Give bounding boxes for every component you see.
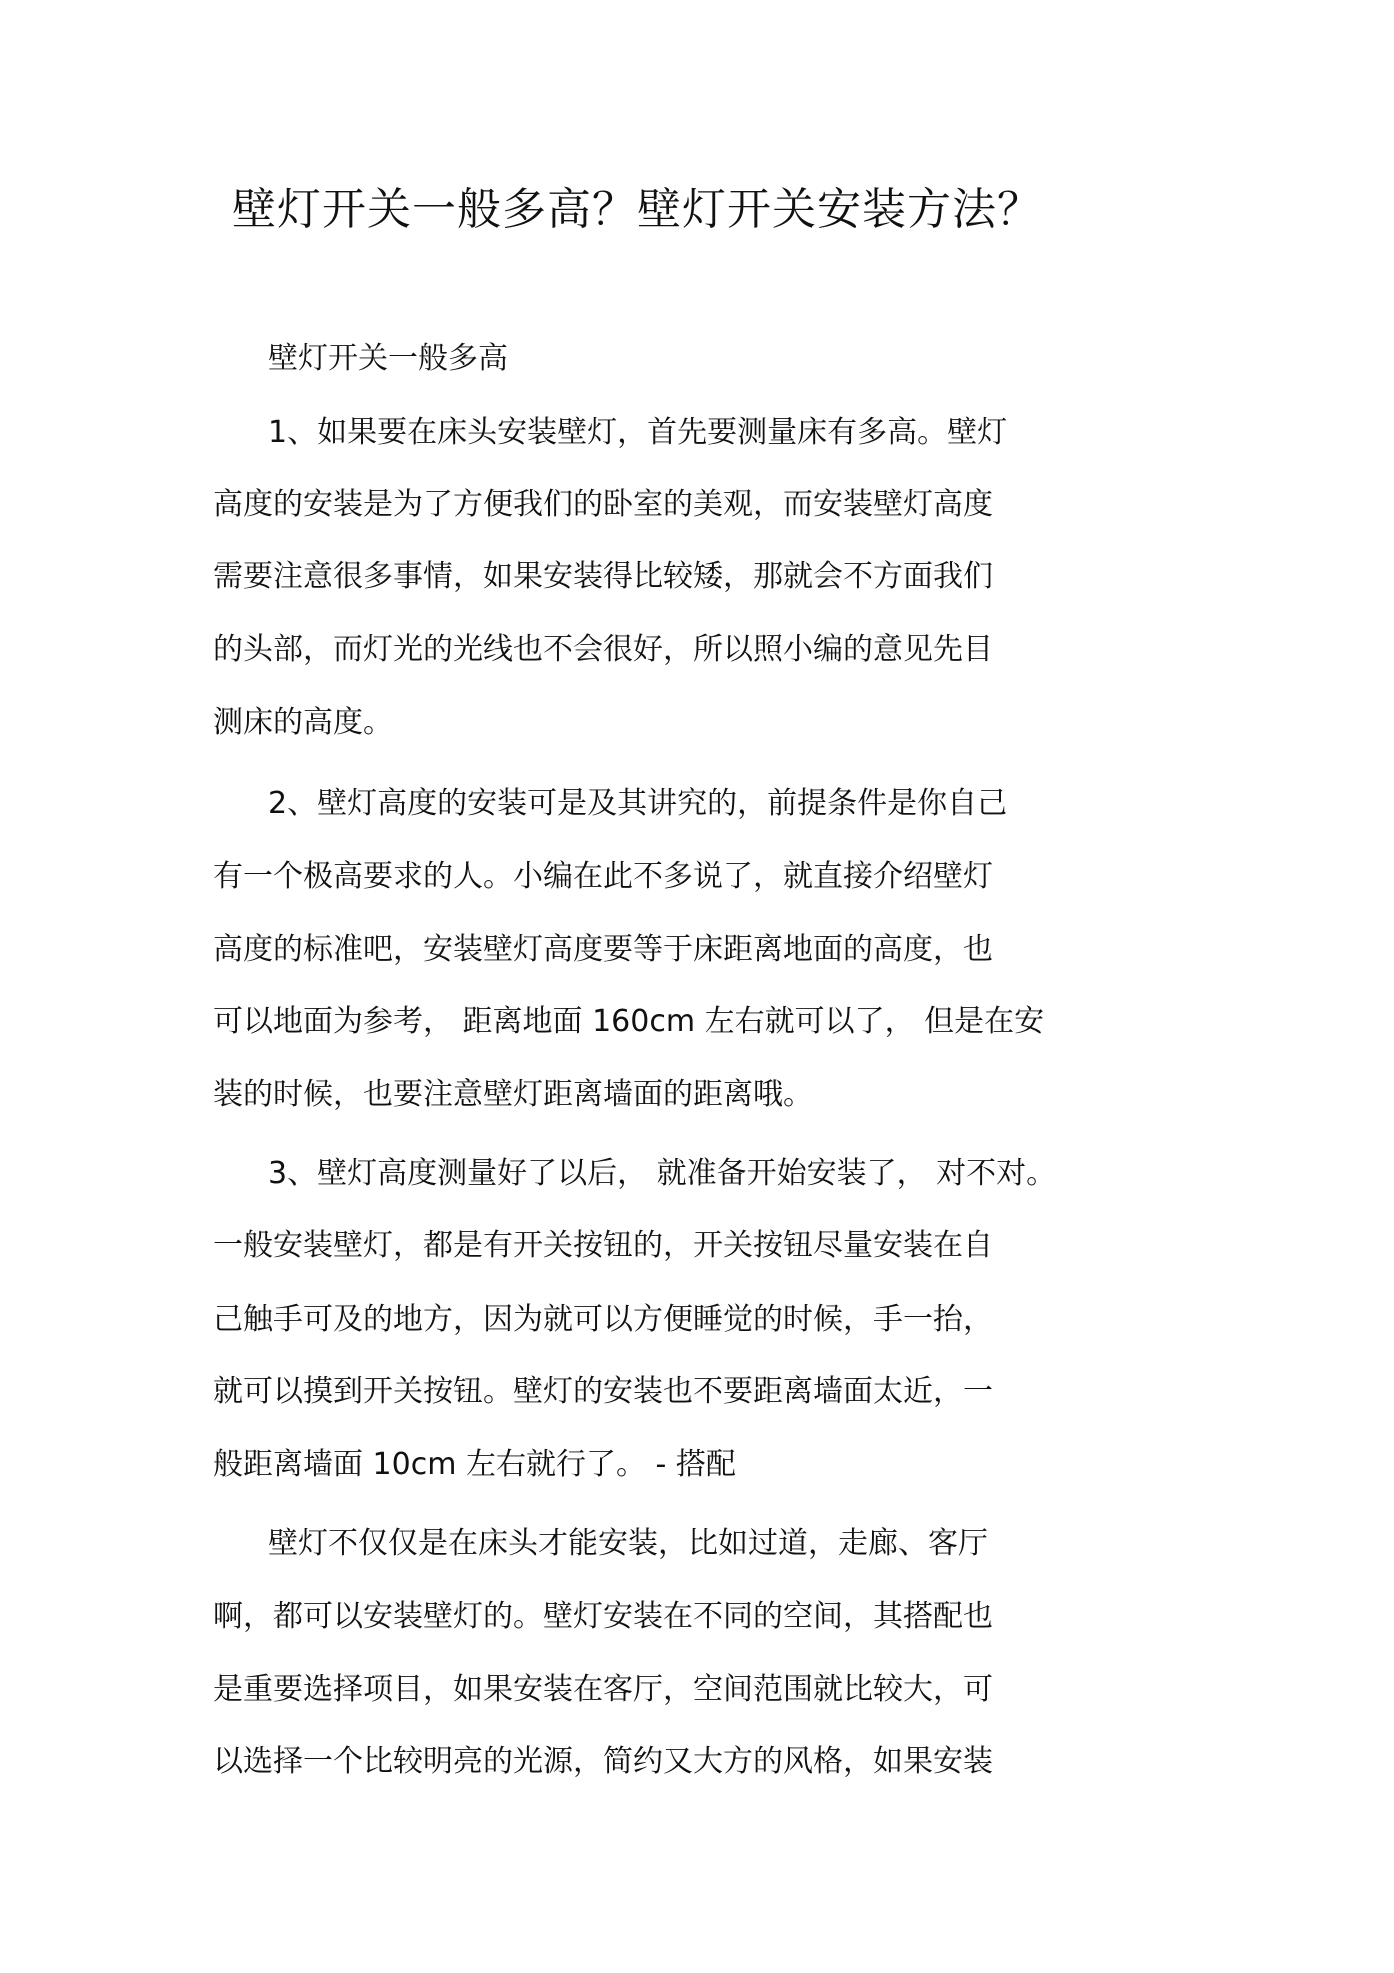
paragraph-line: 以选择一个比较明亮的光源，简约又大方的风格，如果安装 <box>213 1744 993 1779</box>
section-heading: 壁灯开关一般多高 <box>268 341 508 376</box>
paragraph-line: 装的时候，也要注意壁灯距离墙面的距离哦。 <box>213 1077 813 1112</box>
paragraph-line: 的头部，而灯光的光线也不会很好，所以照小编的意见先目 <box>213 632 993 667</box>
paragraph-line: 般距离墙面 10cm 左右就行了。 - 搭配 <box>213 1447 736 1482</box>
paragraph-line: 高度的安装是为了方便我们的卧室的美观，而安装壁灯高度 <box>213 487 993 522</box>
paragraph-line: 有一个极高要求的人。小编在此不多说了，就直接介绍壁灯 <box>213 859 993 894</box>
paragraph-line: 需要注意很多事情，如果安装得比较矮，那就会不方面我们 <box>213 559 993 594</box>
paragraph-line: 壁灯不仅仅是在床头才能安装，比如过道，走廊、客厅 <box>268 1526 988 1561</box>
paragraph-line: 一般安装壁灯，都是有开关按钮的，开关按钮尽量安装在自 <box>213 1228 993 1263</box>
paragraph-line: 啊，都可以安装壁灯的。壁灯安装在不同的空间，其搭配也 <box>213 1599 993 1634</box>
paragraph-line: 就可以摸到开关按钮。壁灯的安装也不要距离墙面太近，一 <box>213 1374 993 1409</box>
paragraph-line: 可以地面为参考， 距离地面 160cm 左右就可以了， 但是在安 <box>213 1004 1045 1039</box>
paragraph-line: 高度的标准吧，安装壁灯高度要等于床距离地面的高度，也 <box>213 932 993 967</box>
paragraph-line: 1、如果要在床头安装壁灯，首先要测量床有多高。壁灯 <box>268 415 1008 450</box>
paragraph-line: 3、壁灯高度测量好了以后， 就准备开始安装了， 对不对。 <box>268 1156 1057 1191</box>
document-title: 壁灯开关一般多高？壁灯开关安装方法？ <box>232 184 1042 235</box>
paragraph-line: 己触手可及的地方，因为就可以方便睡觉的时候，手一抬， <box>213 1302 993 1337</box>
paragraph-line: 是重要选择项目，如果安装在客厅，空间范围就比较大，可 <box>213 1672 993 1707</box>
paragraph-line: 测床的高度。 <box>213 705 393 740</box>
paragraph-line: 2、壁灯高度的安装可是及其讲究的，前提条件是你自己 <box>268 786 1008 821</box>
